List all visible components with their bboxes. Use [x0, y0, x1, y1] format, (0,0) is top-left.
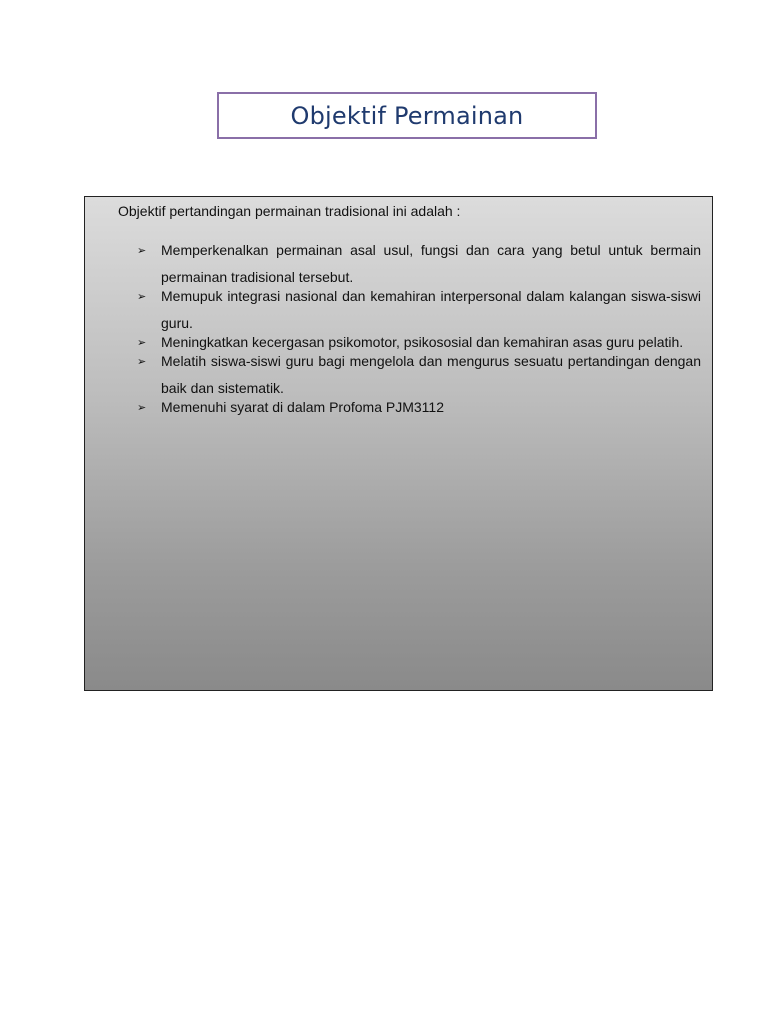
arrowhead-bullet-icon: ➢: [137, 401, 147, 414]
arrowhead-bullet-icon: ➢: [137, 244, 147, 257]
arrowhead-bullet-icon: ➢: [137, 355, 147, 368]
list-item-text: Memupuk integrasi nasional dan kemahiran interpersonal dalam kalangan siswa-siswi guru.: [161, 288, 701, 331]
page-title: Objektif Permainan: [290, 101, 524, 130]
arrowhead-bullet-icon: ➢: [137, 336, 147, 349]
list-item-text: Memperkenalkan permainan asal usul, fungsi dan cara yang betul untuk bermain permainan tradisional tersebut.: [161, 242, 701, 285]
arrowhead-bullet-icon: ➢: [137, 290, 147, 303]
title-box: [217, 92, 597, 139]
intro-text: Objektif pertandingan permainan tradisional ini adalah :: [118, 203, 461, 219]
list-item: [137, 394, 701, 421]
list-item-text: Memenuhi syarat di dalam Profoma PJM3112: [161, 399, 444, 415]
objectives-list: [137, 237, 701, 421]
list-item-text: Meningkatkan kecergasan psikomotor, psikososial dan kemahiran asas guru pelatih.: [161, 334, 684, 350]
list-item-text: Melatih siswa-siswi guru bagi mengelola dan mengurus sesuatu pertandingan dengan baik dan sistematik.: [161, 353, 701, 396]
objectives-box: [84, 196, 713, 691]
